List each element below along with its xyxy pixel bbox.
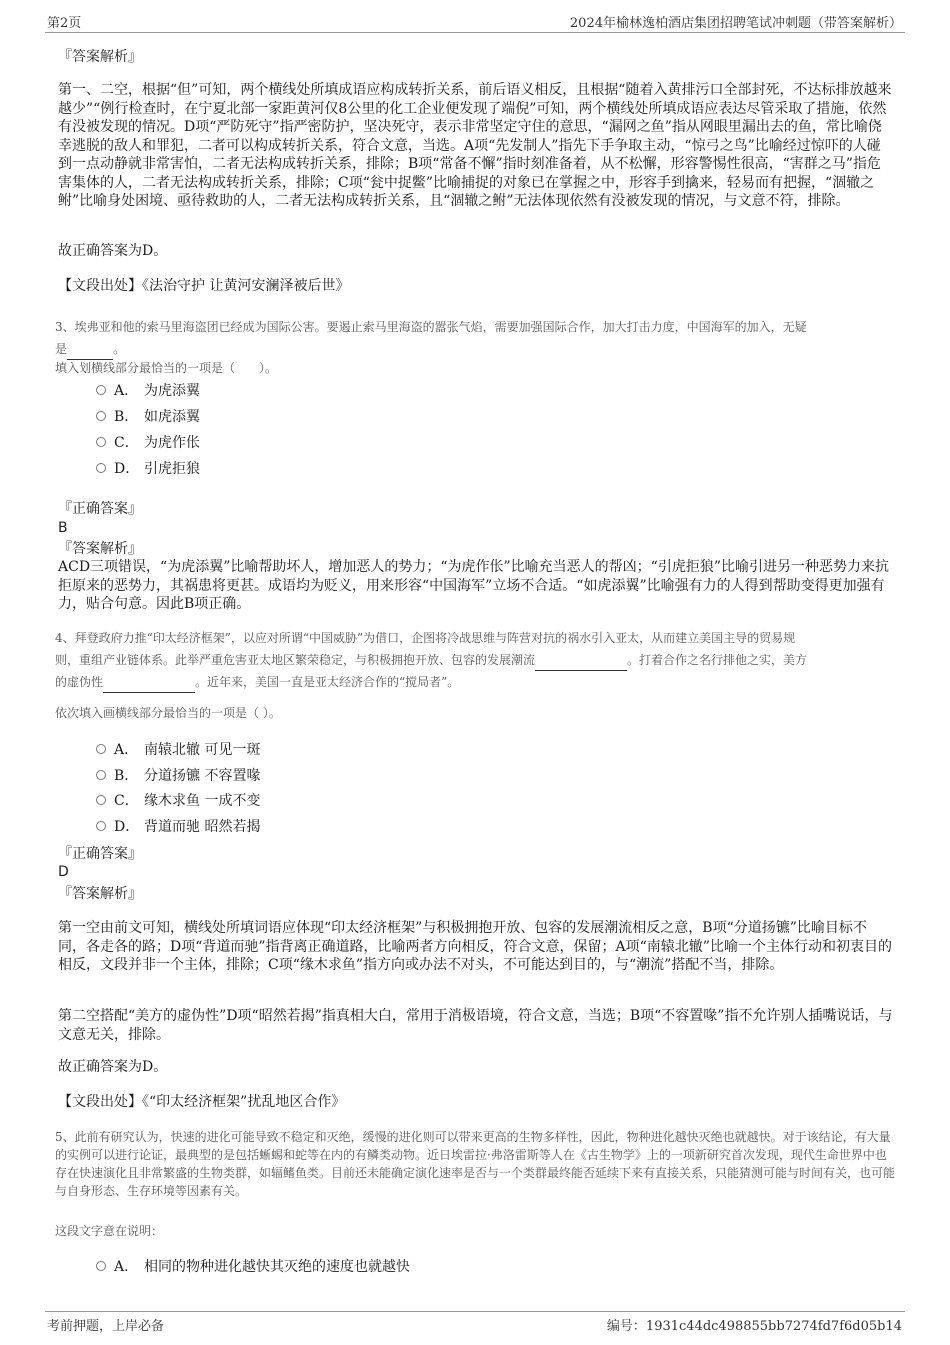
q5-stem: 5、此前有研究认为，快速的进化可能导致不稳定和灭绝，缓慢的进化则可以带来更高的生物多样性，因此，物种进化越快灭绝也就越快。对于该结论，有大量的实例可以进行论证，最典型的是包括蜥蜴和蛇等在内的有鳞类动物。近日埃雷拉·弗洛雷斯等人在《古生物学》上的一项新研究首次发现，现代生命世界中也存在快速演化且非常繁盛的生物类群，如辐鳍鱼类。目前还未能确定演化速率是否与一个类群最终能否延续下来有直接关系，只能猜测可能与时间有关，也可能与自身形态、生存环境等因素有关。 (55, 1130, 896, 1198)
radio-icon[interactable] (96, 385, 106, 395)
q4-stem-line2: 则，重组产业链体系。此举严重危害亚太地区繁荣稳定，与积极拥抱开放、包容的发展潮流 。打着合作之名行排他之实，美方 (55, 649, 895, 671)
q3-stem-line1: 3、埃弗亚和他的索马里海盗团已经成为国际公害。要遏止索马里海盗的嚣张气焰，需要加强国际合作，加大打击力度，中国海军的加入，无疑 (55, 320, 807, 334)
q3-analysis-label: 『答案解析』 (58, 541, 142, 557)
q4-instruction: 依次填入画横线部分最恰当的一项是（ ）。 (55, 706, 281, 720)
header-divider (45, 32, 905, 33)
document-title: 2024年榆林逸柏酒店集团招聘笔试冲刺题（带答案解析） (569, 16, 902, 31)
q4-option-a[interactable]: A． 南辕北辙 可见一斑 (96, 741, 260, 759)
source-label: 【文段出处】 (58, 278, 142, 294)
q3-stem (55, 316, 895, 360)
q3-option-c[interactable]: C． 为虎作伥 (96, 434, 200, 452)
radio-icon[interactable] (96, 821, 106, 831)
q4-analysis-label: 『答案解析』 (58, 886, 142, 902)
q4-stem-line1: 4、拜登政府力推“印太经济框架”，以应对所谓“中国威胁”为借口，企图将冷战思维与阵营对抗的祸水引入亚太，从而建立美国主导的贸易规 (55, 631, 796, 645)
q4-answer-label: 『正确答案』 (58, 846, 142, 862)
q2-conclusion: 故正确答案为D。 (58, 243, 168, 259)
q3-stem-line2: 是 。 (55, 338, 895, 360)
footer-slogan: 考前押题，上岸必备 (47, 1319, 165, 1334)
q4-option-b[interactable]: B． 分道扬镳 不容置喙 (96, 767, 260, 785)
q4-option-c[interactable]: C． 缘木求鱼 一成不变 (96, 792, 260, 810)
radio-icon[interactable] (96, 463, 106, 473)
fill-blank (103, 680, 195, 693)
source-title: 《“印太经济框架”扰乱地区合作》 (142, 1094, 346, 1110)
radio-icon[interactable] (96, 744, 106, 754)
q4-option-d[interactable]: D． 背道而驰 昭然若揭 (96, 818, 260, 836)
q3-analysis-text: ACD三项错误，“为虎添翼”比喻帮助坏人，增加恶人的势力；“为虎作伥”比喻充当恶人的帮凶；“引虎拒狼”比喻引进另一种恶势力来抗拒原来的恶势力，其祸患将更甚。成语均为贬义，用来形容“中国海军”立场不合适。“如虎添翼”比喻强有力的人得到帮助变得更加强有力，贴合句意。因此B项正确。 (58, 559, 889, 612)
q4-conclusion: 故正确答案为D。 (58, 1059, 168, 1075)
q3-option-b[interactable]: B． 如虎添翼 (96, 408, 200, 426)
q3-option-a[interactable]: A． 为虎添翼 (96, 382, 200, 400)
q2-analysis-text: 第一、二空，根据“但”可知，两个横线处所填成语应构成转折关系，前后语义相反，且根据“随着入黄排污口全部封死，不达标排放越来越少”“例行检查时，在宁夏北部一家距黄河仅8公里的化工企业便发现了端倪”可知，两个横线处所填成语应表达尽管采取了措施，依然有没被发现的情况。D项“严防死守”指严密防护，坚决死守，表示非常坚定守住的意思，“漏网之鱼”指从网眼里漏出去的鱼，常比喻侥幸逃脱的敌人和罪犯，二者可以构成转折关系，符合文意，当选。A项“先发制人”指先下手争取主动，“惊弓之鸟”比喻经过惊吓的人碰到一点动静就非常害怕，二者无法构成转折关系，排除；B项“常备不懈”指时刻准备着，从不松懈，形容警惕性很高，“害群之马”指危害集体的人，二者无法构成转折关系，排除；C项“瓮中捉鳖”比喻捕捉的对象已在掌握之中，形容手到擒来，轻易而有把握，“涸辙之鲋”比喻身处困境、亟待救助的人，二者无法构成转折关系，且“涸辙之鲋”无法体现依然有没被发现的情况，与文意不符，排除。 (58, 82, 892, 209)
radio-icon[interactable] (96, 437, 106, 447)
q4-stem-line3: 的虚伪性 。近年来，美国一直是亚太经济合作的“搅局者”。 (55, 671, 895, 693)
fill-blank (535, 658, 627, 671)
q4-answer: D (58, 864, 69, 880)
radio-icon[interactable] (96, 1261, 106, 1271)
radio-icon[interactable] (96, 770, 106, 780)
q4-source (58, 1093, 345, 1112)
q5-instruction: 这段文字意在说明： (55, 1224, 164, 1238)
q4-analysis-p1: 第一空由前文可知，横线处所填词语应体现“印太经济框架”与积极拥抱开放、包容的发展潮流相反之意，B项“分道扬镳”比喻目标不同，各走各的路；D项“背道而驰”指背离正确道路，比喻两者方向相反，符合文意，保留；A项“南辕北辙”比喻一个主体行动和初衷目的相反，文段并非一个主体，排除；C项“缘木求鱼”指方向或办法不对头，不可能达到目的，与“潮流”搭配不当，排除。 (58, 920, 892, 973)
q3-answer: B (58, 520, 68, 536)
q3-answer-label: 『正确答案』 (58, 501, 142, 517)
footer-divider (45, 1311, 905, 1312)
q2-analysis-label: 『答案解析』 (58, 49, 142, 65)
source-title: 《法治守护 让黄河安澜泽被后世》 (142, 278, 350, 294)
q4-analysis-p2: 第二空搭配“美方的虚伪性”D项“昭然若揭”指真相大白，常用于消极语境，符合文意，当选；B项“不容置喙”指不允许别人插嘴说话，与文意无关，排除。 (58, 1008, 893, 1043)
q5-option-a[interactable]: A． 相同的物种进化越快其灭绝的速度也就越快 (96, 1258, 410, 1276)
document-id: 编号：1931c44dc498855bb7274fd7f6d05b14 (606, 1319, 902, 1334)
page-number: 第2页 (47, 16, 82, 31)
radio-icon[interactable] (96, 411, 106, 421)
radio-icon[interactable] (96, 795, 106, 805)
q2-source (58, 277, 349, 296)
q4-stem (55, 627, 895, 693)
source-label: 【文段出处】 (58, 1094, 142, 1110)
q3-instruction: 填入划横线部分最恰当的一项是（ ）。 (55, 361, 278, 375)
q3-option-d[interactable]: D． 引虎拒狼 (96, 460, 200, 478)
